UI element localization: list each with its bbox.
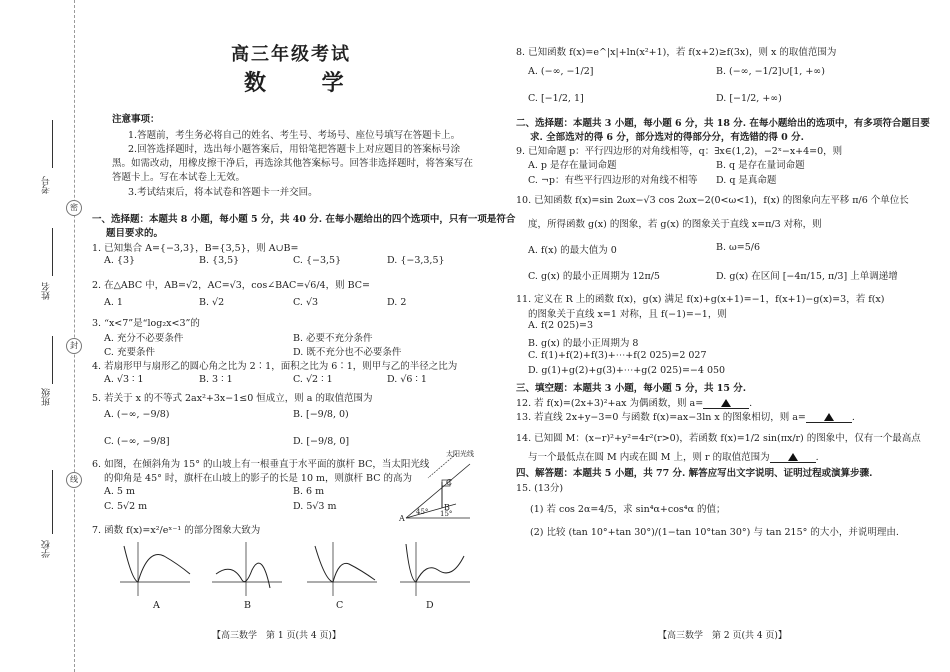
binding-fill-line	[52, 336, 53, 384]
question-stem: 1. 已知集合 A={−3,3}，B={3,5}，则 A∪B=	[92, 243, 299, 254]
graph-option-c	[305, 540, 383, 598]
option: D. {−3,3,5}	[387, 255, 445, 266]
blank-marker-icon	[788, 453, 798, 461]
option: D. q 是真命题	[716, 175, 777, 186]
option: A. 5 m	[104, 486, 135, 497]
option: D. [−9/8, 0]	[293, 436, 350, 447]
option: D. 5√3 m	[293, 501, 337, 512]
notice-heading: 注意事项：	[112, 114, 160, 125]
notice-item: 3.考试结束后，将本试卷和答题卡一并交回。	[128, 187, 318, 198]
question-15-part2: (2) 比较 (tan 10°+tan 30°)/(1−tan 10°tan 30°) 与 tan 215° 的大小，并说明理由.	[530, 527, 899, 538]
option: D. [−1/2, +∞)	[716, 93, 782, 104]
section1-heading: 题目要求的。	[106, 228, 164, 239]
option: C. 5√2 m	[104, 501, 148, 512]
figure-sunlight-label: 太阳光线	[446, 450, 474, 458]
answer-blank[interactable]	[703, 397, 749, 409]
question-stem: 4. 若扇形甲与扇形乙的圆心角之比为 2∶1，面积之比为 6∶1，则甲与乙的半径之比为	[92, 361, 458, 372]
graph-option-label: C	[336, 600, 344, 611]
option: A. f(x) 的最大值为 0	[528, 245, 617, 256]
figure-point: B	[444, 503, 450, 512]
question-stem: 的图象关于直线 x=1 对称，且 f(−1)=−1，则	[528, 309, 727, 320]
figure-point: A	[399, 514, 405, 523]
notice-item: 2.回答选择题时，选出每小题答案后，用铅笔把答题卡上对应题目的答案标号涂	[128, 144, 461, 155]
option: A. (−∞, −1/2]	[528, 66, 594, 77]
binding-label-exam-number: 考号	[42, 176, 52, 194]
option: D. 2	[387, 297, 407, 308]
notice-item: 黑。如需改动，用橡皮擦干净后，再选涂其他答案标号。回答非选择题时，将答案写在	[112, 158, 474, 169]
binding-label-school: 学校	[42, 540, 52, 558]
binding-fill-line	[52, 228, 53, 276]
question-stem: 7. 函数 f(x)=x²/eˣ⁻¹ 的部分图象大致为	[92, 525, 261, 536]
graph-option-b	[210, 540, 288, 598]
answer-blank[interactable]	[770, 451, 816, 463]
option: A. √3 ∶ 1	[104, 374, 144, 385]
question-stem: 2. 在△ABC 中，AB=√2，AC=√3，cos∠BAC=√6/4，则 BC=	[92, 280, 370, 291]
option: B. ω=5/6	[716, 242, 761, 253]
footer-page-1: 【高三数学 第 1 页(共 4 页)】	[212, 631, 341, 641]
footer-page-2: 【高三数学 第 2 页(共 4 页)】	[658, 631, 787, 641]
option: B. q 是存在量词命题	[716, 160, 805, 171]
option: B. 6 m	[293, 486, 325, 497]
notice-item: 答题卡上。写在本试卷上无效。	[112, 172, 246, 183]
question-stem: 5. 若关于 x 的不等式 2ax²+3x−1≤0 恒成立，则 a 的取值范围为	[92, 393, 373, 404]
option: C. (−∞, −9/8]	[104, 436, 170, 447]
question-stem: 10. 已知函数 f(x)=sin 2ωx−√3 cos 2ωx−2(0<ω<1)，f(x) 的图象向左平移 π/6 个单位长	[516, 195, 909, 206]
graph-option-label: B	[244, 600, 251, 611]
option: A. f(2 025)=3	[528, 320, 594, 331]
option: C. √3	[293, 297, 319, 308]
option: B. g(x) 的最小正周期为 8	[528, 338, 639, 349]
section3-heading: 三、填空题：本题共 3 小题，每小题 5 分，共 15 分.	[516, 383, 747, 394]
question-15-part1: (1) 若 cos 2α=4/5，求 sin⁴α+cos⁴α 的值；	[530, 504, 726, 515]
option: A. 充分不必要条件	[104, 333, 184, 344]
binding-fill-line	[52, 120, 53, 168]
notice-item: 1.答题前，考生务必将自己的姓名、考生号、考场号、座位号填写在答题卡上。	[128, 130, 461, 141]
option: D. 既不充分也不必要条件	[293, 347, 402, 358]
option: C. ¬p：有些平行四边形的对角线不相等	[528, 175, 698, 186]
graph-option-a	[118, 540, 196, 598]
question-12: 12. 若 f(x)=(2x+3)²+ax 为偶函数，则 a= .	[516, 398, 753, 409]
option: B. [−9/8, 0)	[293, 409, 349, 420]
question-14-cont: 与一个最低点在圆 M 内或在圆 M 上，则 r 的取值范围为 .	[528, 452, 819, 463]
graph-option-label: D	[426, 600, 434, 611]
figure-point: C	[446, 478, 453, 487]
question-stem: 3. “x<7”是“log₂x<3”的	[92, 318, 200, 329]
option: B. 必要不充分条件	[293, 333, 373, 344]
option: C. √2 ∶ 1	[293, 374, 333, 385]
graph-option-d	[398, 540, 476, 598]
exam-title: 高三年级考试	[231, 44, 351, 65]
option: D. g(x) 在区间 [−4π/15, π/3] 上单调递增	[716, 271, 898, 282]
question-stem: 度，所得函数 g(x) 的图象，若 g(x) 的图象关于直线 x=π/3 对称，则	[528, 219, 822, 230]
graph-option-label: A	[153, 600, 160, 611]
question-13: 13. 若直线 2x+y−3=0 与函数 f(x)=ax−3ln x 的图象相切，则 a= .	[516, 412, 855, 423]
binding-line	[74, 0, 75, 672]
question-14: 14. 已知圆 M：(x−r)²+y²=4r²(r>0)，若函数 f(x)=1/2 sin(πx/r) 的图象中，仅有一个最高点	[516, 433, 921, 444]
option: B. (−∞, −1/2]∪[1, +∞)	[716, 66, 825, 77]
option: D. √6 ∶ 1	[387, 374, 427, 385]
option: C. [−1/2, 1]	[528, 93, 584, 104]
question-stem: 6. 如图，在倾斜角为 15° 的山坡上有一根垂直于水平面的旗杆 BC，当太阳光线	[92, 459, 430, 470]
option: C. {−3,5}	[293, 255, 342, 266]
section2-heading: 二、选择题：本题共 3 小题，每小题 6 分，共 18 分. 在每小题给出的选项中，有多项符合题目要	[516, 118, 930, 129]
option: B. {3,5}	[199, 255, 240, 266]
section1-heading: 一、选择题：本题共 8 小题，每小题 5 分，共 40 分. 在每小题给出的四个选项中，只有一项是符合	[92, 214, 516, 225]
figure-angle: 45°	[416, 508, 429, 516]
binding-label-name: 姓名	[42, 282, 52, 300]
question-stem: 的仰角是 45° 时，旗杆在山坡上的影子的长是 10 m，则旗杆 BC 的高为	[104, 473, 412, 484]
figure-angle: 15°	[440, 510, 453, 518]
blank-marker-icon	[721, 399, 731, 407]
option: A. {3}	[104, 255, 136, 266]
seal-xian: 线	[66, 472, 82, 488]
section2-heading: 求. 全部选对的得 6 分，部分选对的得部分分，有选错的得 0 分.	[530, 132, 804, 143]
question-stem: 11. 定义在 R 上的函数 f(x)，g(x) 满足 f(x)+g(x+1)=−1，f(x+1)−g(x)=3，若 f(x)	[516, 294, 885, 305]
seal-feng: 封	[66, 338, 82, 354]
option: C. 充要条件	[104, 347, 155, 358]
question-15-title: 15. (13分)	[516, 483, 564, 494]
option: A. 1	[104, 297, 123, 308]
option: A. (−∞, −9/8)	[104, 409, 170, 420]
option: B. √2	[199, 297, 225, 308]
binding-label-class: 班级	[42, 388, 52, 406]
option: C. f(1)+f(2)+f(3)+⋯+f(2 025)=2 027	[528, 350, 707, 361]
question-stem: 8. 已知函数 f(x)=e^|x|+ln(x²+1)，若 f(x+2)≥f(3x)，则 x 的取值范围为	[516, 47, 837, 58]
option: D. g(1)+g(2)+g(3)+⋯+g(2 025)=−4 050	[528, 365, 726, 376]
option: C. g(x) 的最小正周期为 12π/5	[528, 271, 660, 282]
seal-mi: 密	[66, 200, 82, 216]
option: A. p 是存在量词命题	[528, 160, 617, 171]
answer-blank[interactable]	[806, 411, 852, 423]
blank-marker-icon	[824, 413, 834, 421]
exam-subject: 数 学	[244, 70, 368, 96]
binding-fill-line	[52, 470, 53, 534]
question-stem: 9. 已知命题 p：平行四边形的对角线相等，q：∃x∈(1,2)，−2ˣ−x+4=0，则	[516, 146, 843, 157]
section4-heading: 四、解答题：本题共 5 小题，共 77 分. 解答应写出文字说明、证明过程或演算步骤.	[516, 468, 873, 479]
option: B. 3 ∶ 1	[199, 374, 233, 385]
